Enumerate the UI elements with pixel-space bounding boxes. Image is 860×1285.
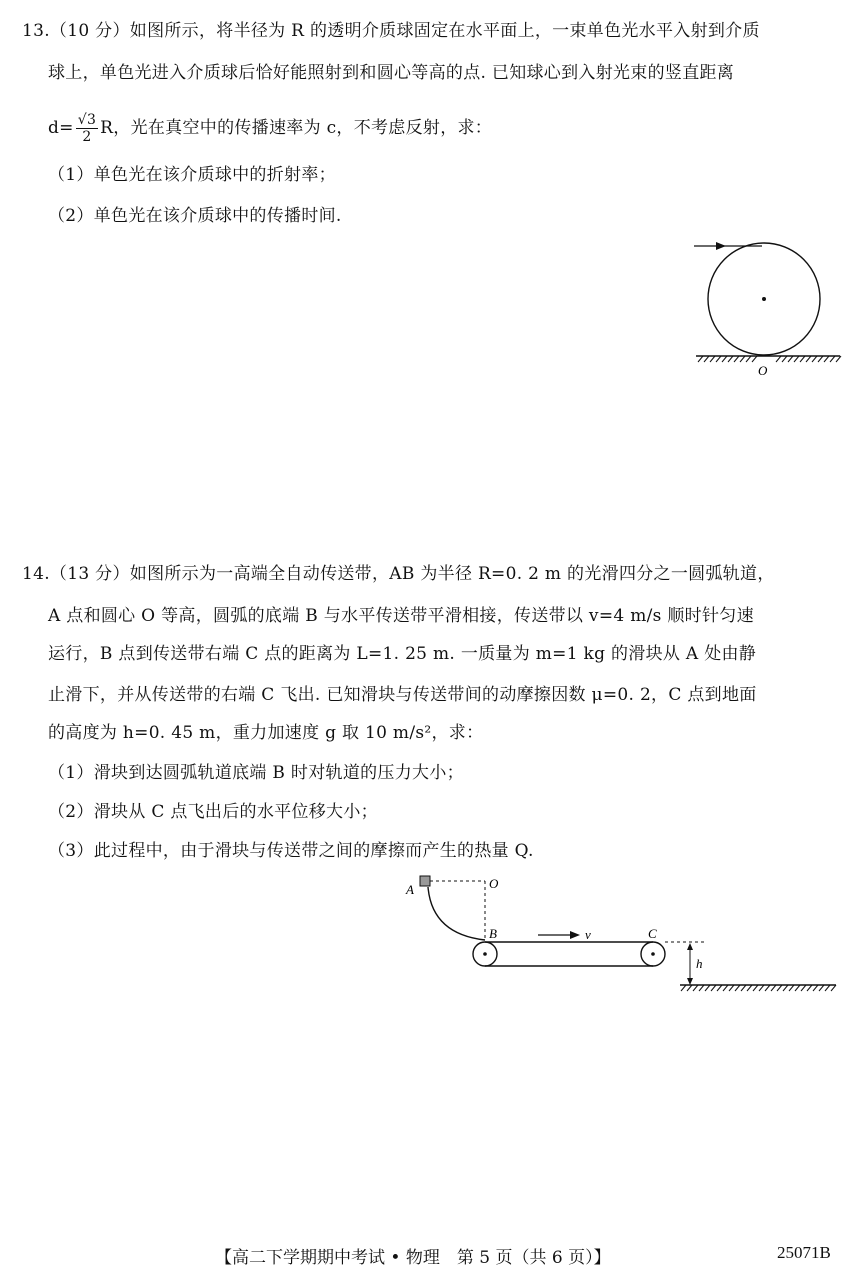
page-footer-code: 25071B (777, 1243, 831, 1262)
q13-line-1: 13.（10 分）如图所示，将半径为 R 的透明介质球固定在水平面上，一束单色光水平入射到介质 (22, 21, 760, 41)
q13-ground-hatch (698, 356, 841, 362)
q14-part-3: （3）此过程中，由于滑块与传送带之间的摩擦而产生的热量 Q. (48, 841, 534, 861)
q14-label-A: A (406, 882, 414, 897)
q14-part-2: （2）滑块从 C 点飞出后的水平位移大小； (48, 802, 378, 822)
q13-label-O: O (758, 363, 768, 378)
q13-line-2: 球上，单色光进入介质球后恰好能照射到和圆心等高的点. 已知球心到入射光束的竖直距离 (48, 63, 735, 83)
q13-fraction-num: √3 (77, 112, 97, 128)
q13-line-3-rest: R，光在真空中的传播速率为 c，不考虑反射，求： (100, 118, 493, 138)
q14-ground-hatch (681, 985, 836, 991)
q14-line-2: A 点和圆心 O 等高，圆弧的底端 B 与水平传送带平滑相接，传送带以 v=4 m/s 顺时针匀速 (48, 606, 754, 626)
q14-label-C: C (648, 926, 657, 941)
q14-slider-block (420, 876, 430, 886)
q14-label-B: B (489, 926, 497, 941)
q13-ray-arrow-icon (716, 242, 726, 250)
q14-left-roller-axle (483, 952, 487, 956)
q14-part-1: （1）滑块到达圆弧轨道底端 B 时对轨道的压力大小； (48, 763, 464, 783)
q14-line-3: 运行，B 点到传送带右端 C 点的距离为 L=1. 25 m. 一质量为 m=1 kg 的滑块从 A 处由静 (48, 644, 757, 664)
q14-arc-track (428, 887, 485, 940)
q13-fraction-den: 2 (82, 129, 92, 145)
q13-part-2: （2）单色光在该介质球中的传播时间. (48, 206, 342, 226)
q13-line-3 (48, 108, 492, 148)
q14-right-roller-axle (651, 952, 655, 956)
q13-d-equals: d= (48, 118, 74, 138)
q14-line-1: 14.（13 分）如图所示为一高端全自动传送带，AB 为半径 R=0. 2 m 的光滑四分之一圆弧轨道， (22, 564, 775, 584)
q14-height-arrowhead-top-icon (687, 943, 693, 950)
q14-velocity-arrowhead-icon (570, 931, 580, 939)
q14-label-v: v (585, 927, 591, 942)
q13-fraction (76, 112, 98, 145)
q14-figure (400, 870, 840, 1000)
page-footer-title: 【高二下学期期中考试 • 物理 第 5 页（共 6 页）】 (215, 1248, 611, 1268)
q14-height-arrowhead-bottom-icon (687, 978, 693, 985)
q13-center-dot (762, 297, 766, 301)
q13-figure (680, 235, 860, 385)
q13-part-1: （1）单色光在该介质球中的折射率； (48, 165, 336, 185)
q14-label-h: h (696, 956, 703, 971)
q14-line-4: 止滑下，并从传送带的右端 C 飞出. 已知滑块与传送带间的动摩擦因数 μ=0. 2，C 点到地面 (48, 685, 757, 705)
q14-label-O: O (489, 876, 499, 891)
q14-line-5: 的高度为 h=0. 45 m，重力加速度 g 取 10 m/s²，求： (48, 723, 484, 743)
